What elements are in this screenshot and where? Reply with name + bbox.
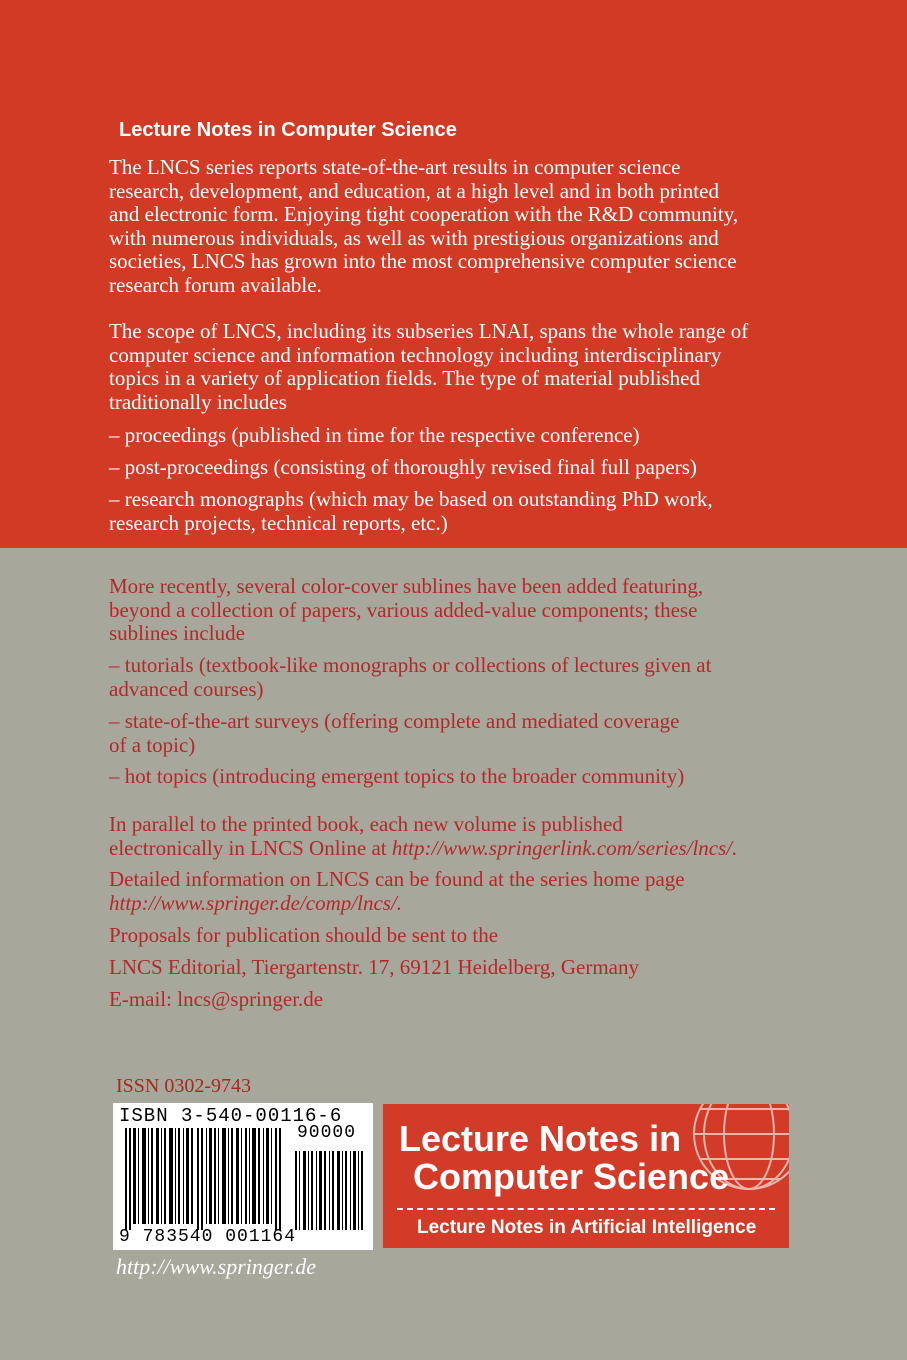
price-addon: 90000 (297, 1123, 357, 1143)
list-item (109, 765, 826, 789)
text-line: computer science and information technology including interdisciplinary (109, 342, 722, 367)
text-line: research projects, technical reports, etc.) (109, 510, 448, 535)
text-line: – post-proceedings (consisting of thoroughly revised final full papers) (109, 455, 697, 479)
text-line: – hot topics (introducing emergent topics to the broader community) (109, 764, 685, 788)
text-line: advanced courses) (109, 676, 264, 701)
editorial-address: LNCS Editorial, Tiergartenstr. 17, 69121 Heidelberg, Germany (109, 955, 639, 979)
intro-paragraph (109, 156, 829, 297)
text-line: In parallel to the printed book, each new volume is published (109, 812, 623, 836)
text-line: The scope of LNCS, including its subseries LNAI, spans the whole range of (109, 319, 749, 343)
logo-divider (397, 1208, 775, 1210)
text-line: – tutorials (textbook-like monographs or collections of lectures given at (109, 653, 712, 677)
ean-barcode (117, 1128, 285, 1230)
text-line: – proceedings (published in time for the respective conference) (109, 423, 640, 447)
scope-paragraph (109, 320, 829, 414)
text-line: The LNCS series reports state-of-the-art results in computer science (109, 155, 681, 179)
detail-paragraph (109, 868, 829, 915)
logo-title-line1: Lecture Notes in (399, 1118, 682, 1159)
addon-barcode (293, 1151, 367, 1230)
lncs-logo (383, 1104, 789, 1248)
publisher-url[interactable]: http://www.springer.de (116, 1254, 317, 1279)
text-line: sublines include (109, 621, 245, 645)
text-line: and electronic form. Enjoying tight cooperation with the R&D community, (109, 202, 739, 226)
text-segment: electronically in LNCS Online at (109, 835, 392, 860)
logo-title-line2: Computer Science (413, 1156, 730, 1197)
text-line: traditionally includes (109, 389, 287, 414)
ean-number: 9 783540 001164 (119, 1227, 297, 1247)
text-line: – research monographs (which may be based on outstanding PhD work, (109, 487, 713, 511)
issn-number: ISSN 0302-9743 (116, 1075, 252, 1097)
series-homepage-url[interactable]: http://www.springer.de/comp/lncs/. (109, 890, 403, 915)
text-line: societies, LNCS has grown into the most comprehensive computer science (109, 249, 737, 273)
proposals-line: Proposals for publication should be sent to the (109, 923, 499, 947)
list-item (109, 654, 826, 701)
email-line: E-mail: lncs@springer.de (109, 987, 324, 1011)
text-line: with numerous individuals, as well as with prestigious organizations and (109, 225, 719, 250)
list-item (109, 710, 826, 757)
text-line: Detailed information on LNCS can be found at the series home page (109, 867, 685, 891)
text-line: More recently, several color-cover sublines have been added featuring, (109, 574, 704, 598)
series-heading: Lecture Notes in Computer Science (119, 119, 457, 141)
text-line: beyond a collection of papers, various added-value components; these (109, 597, 698, 622)
list-item (109, 488, 826, 535)
sublines-paragraph (109, 575, 829, 646)
online-paragraph (109, 813, 829, 860)
logo-subline: Lecture Notes in Artificial Intelligence (417, 1217, 757, 1238)
list-item (109, 456, 826, 480)
springerlink-url[interactable]: http://www.springerlink.com/series/lncs/. (391, 835, 738, 860)
text-line: research forum available. (109, 272, 322, 297)
barcode-panel (113, 1103, 373, 1250)
text-line: research, development, and education, at a high level and in both printed (109, 178, 719, 203)
isbn-number: ISBN 3-540-00116-6 (119, 1105, 343, 1127)
text-line: – state-of-the-art surveys (offering complete and mediated coverage (109, 709, 680, 733)
text-line: of a topic) (109, 732, 196, 757)
list-item (109, 424, 826, 448)
text-line (109, 837, 829, 861)
text-line: topics in a variety of application fields. The type of material published (109, 366, 700, 390)
